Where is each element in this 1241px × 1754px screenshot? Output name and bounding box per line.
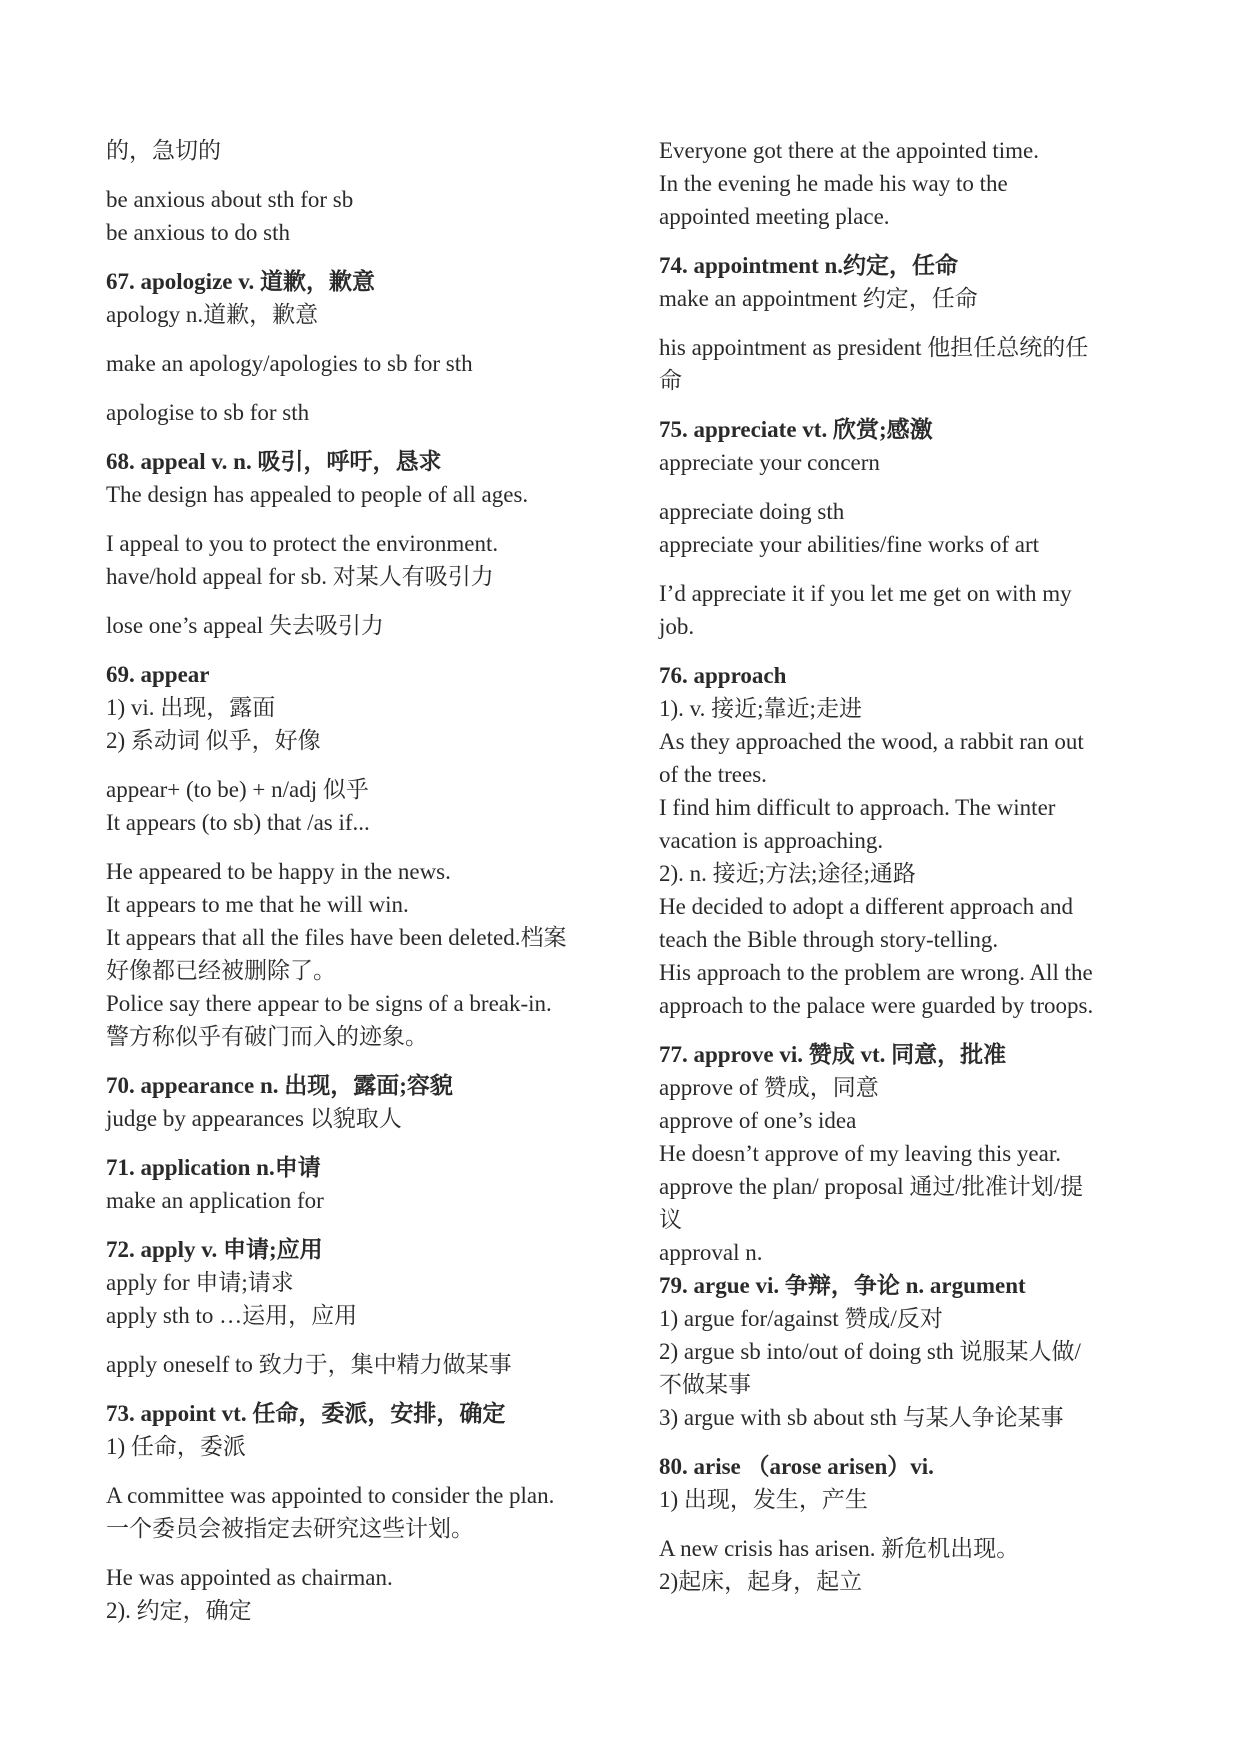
entry-line: appear+ (to be) + n/adj 似乎	[106, 777, 369, 802]
entry-line: He decided to adopt a different approach and	[659, 894, 1074, 919]
left-entry-block	[106, 1479, 614, 1545]
entry-line: appreciate your concern	[659, 450, 880, 475]
right-entry-block	[659, 495, 1141, 561]
entry-line: A new crisis has arisen. 新危机出现。	[659, 1536, 1020, 1561]
left-entry-block	[106, 1561, 614, 1627]
left-entry-block	[106, 658, 614, 757]
right-entry-block	[659, 331, 1141, 397]
entry-line: 的，急切的	[106, 138, 221, 163]
entry-line: The design has appealed to people of all ages.	[106, 482, 529, 507]
entry-line: It appears that all the files have been deleted.档案	[106, 925, 567, 950]
entry-line: It appears (to sb) that /as if...	[106, 810, 370, 835]
entry-line: judge by appearances 以貌取人	[106, 1106, 402, 1131]
entry-line: Everyone got there at the appointed time.	[659, 138, 1040, 163]
entry-line: 2) 系动词 似乎，好像	[106, 728, 321, 753]
entry-heading: 79. argue vi. 争辩，争论 n. argument	[659, 1273, 1026, 1298]
entry-heading: 69. appear	[106, 662, 210, 687]
left-entry-block	[106, 1397, 614, 1463]
entry-heading: 77. approve vi. 赞成 vt. 同意，批准	[659, 1042, 1007, 1067]
entry-line: make an appointment 约定，任命	[659, 286, 978, 311]
entry-line: 警方称似乎有破门而入的迹象。	[106, 1024, 428, 1049]
entry-line: job.	[659, 614, 695, 639]
entry-line: be anxious about sth for sb	[106, 187, 354, 212]
entry-line: apology n.道歉，歉意	[106, 302, 319, 327]
right-entry-block	[659, 577, 1141, 643]
left-entry-block	[106, 265, 614, 331]
right-entry-block	[659, 249, 1141, 315]
entry-line: appreciate your abilities/fine works of art	[659, 532, 1039, 557]
left-entry-block	[106, 347, 614, 380]
right-column	[659, 134, 1141, 1614]
entry-line: 一个委员会被指定去研究这些计划。	[106, 1516, 474, 1541]
entry-line: be anxious to do sth	[106, 220, 290, 245]
left-entry-block	[106, 855, 614, 1053]
left-entry-block	[106, 1348, 614, 1381]
entry-line: 1) vi. 出现，露面	[106, 695, 276, 720]
entry-line: I’d appreciate it if you let me get on with my	[659, 581, 1072, 606]
left-entry-block	[106, 1233, 614, 1332]
entry-line: It appears to me that he will win.	[106, 892, 409, 917]
right-entry-block	[659, 1450, 1141, 1516]
entry-heading: 71. application n.申请	[106, 1155, 321, 1180]
entry-line: 好像都已经被删除了。	[106, 958, 336, 983]
entry-line: 2)起床，起身，起立	[659, 1569, 863, 1594]
entry-line: 议	[659, 1207, 682, 1232]
entry-line: 1) argue for/against 赞成/反对	[659, 1306, 943, 1331]
entry-line: 2) argue sb into/out of doing sth 说服某人做/	[659, 1339, 1081, 1364]
left-entry-block	[106, 183, 614, 249]
entry-line: In the evening he made his way to the	[659, 171, 1008, 196]
left-entry-block	[106, 1151, 614, 1217]
left-entry-block	[106, 445, 614, 511]
entry-heading: 75. appreciate vt. 欣赏;感激	[659, 417, 933, 442]
left-entry-block	[106, 773, 614, 839]
entry-line: apply sth to …运用，应用	[106, 1303, 358, 1328]
entry-heading: 68. appeal v. n. 吸引，呼吁，恳求	[106, 449, 442, 474]
entry-heading: 80. arise （arose arisen）vi.	[659, 1454, 934, 1479]
entry-heading: 70. appearance n. 出现，露面;容貌	[106, 1073, 453, 1098]
entry-line: 2). 约定，确定	[106, 1598, 252, 1623]
left-entry-block	[106, 396, 614, 429]
entry-line: I appeal to you to protect the environment.	[106, 531, 499, 556]
entry-line: 3) argue with sb about sth 与某人争论某事	[659, 1405, 1064, 1430]
right-entry-block	[659, 659, 1141, 1022]
entry-line: 2). n. 接近;方法;途径;通路	[659, 861, 916, 886]
entry-line: He appeared to be happy in the news.	[106, 859, 451, 884]
entry-line: appointed meeting place.	[659, 204, 890, 229]
entry-line: lose one’s appeal 失去吸引力	[106, 613, 384, 638]
right-entry-block	[659, 1038, 1141, 1335]
entry-line: approve of one’s idea	[659, 1108, 857, 1133]
right-entry-block	[659, 1335, 1141, 1434]
left-entry-block	[106, 609, 614, 642]
entry-line: apply for 申请;请求	[106, 1270, 294, 1295]
entry-heading: 73. appoint vt. 任命，委派，安排，确定	[106, 1401, 506, 1426]
right-entry-block	[659, 1532, 1141, 1598]
left-entry-block	[106, 1069, 614, 1135]
entry-line: 不做某事	[659, 1372, 751, 1397]
entry-line: 1) 出现，发生，产生	[659, 1487, 868, 1512]
entry-line: apply oneself to 致力于，集中精力做某事	[106, 1352, 512, 1377]
entry-line: 1). v. 接近;靠近;走进	[659, 696, 862, 721]
entry-line: his appointment as president 他担任总统的任	[659, 335, 1089, 360]
entry-line: approve of 赞成，同意	[659, 1075, 879, 1100]
entry-line: I find him difficult to approach. The winter	[659, 795, 1056, 820]
entry-line: have/hold appeal for sb. 对某人有吸引力	[106, 564, 494, 589]
entry-heading: 67. apologize v. 道歉，歉意	[106, 269, 375, 294]
entry-line: 命	[659, 368, 682, 393]
entry-line: make an apology/apologies to sb for sth	[106, 351, 473, 376]
right-entry-block	[659, 413, 1141, 479]
left-entry-block	[106, 527, 614, 593]
entry-heading: 72. apply v. 申请;应用	[106, 1237, 323, 1262]
entry-line: A committee was appointed to consider the plan.	[106, 1483, 555, 1508]
entry-line: His approach to the problem are wrong. All the	[659, 960, 1093, 985]
entry-line: appreciate doing sth	[659, 499, 845, 524]
entry-line: As they approached the wood, a rabbit ran out	[659, 729, 1084, 754]
entry-line: approve the plan/ proposal 通过/批准计划/提	[659, 1174, 1084, 1199]
entry-line: 1) 任命，委派	[106, 1434, 246, 1459]
entry-heading: 76. approach	[659, 663, 787, 688]
entry-line: Police say there appear to be signs of a break-in.	[106, 991, 552, 1016]
left-entry-block	[106, 134, 614, 167]
left-column	[106, 134, 614, 1643]
entry-line: of the trees.	[659, 762, 767, 787]
entry-line: vacation is approaching.	[659, 828, 884, 853]
entry-line: approval n.	[659, 1240, 763, 1265]
entry-line: He doesn’t approve of my leaving this year.	[659, 1141, 1061, 1166]
right-entry-block	[659, 134, 1141, 233]
entry-line: He was appointed as chairman.	[106, 1565, 393, 1590]
entry-line: make an application for	[106, 1188, 324, 1213]
entry-heading: 74. appointment n.约定，任命	[659, 253, 959, 278]
entry-line: teach the Bible through story-telling.	[659, 927, 999, 952]
entry-line: apologise to sb for sth	[106, 400, 310, 425]
entry-line: approach to the palace were guarded by troops.	[659, 993, 1094, 1018]
